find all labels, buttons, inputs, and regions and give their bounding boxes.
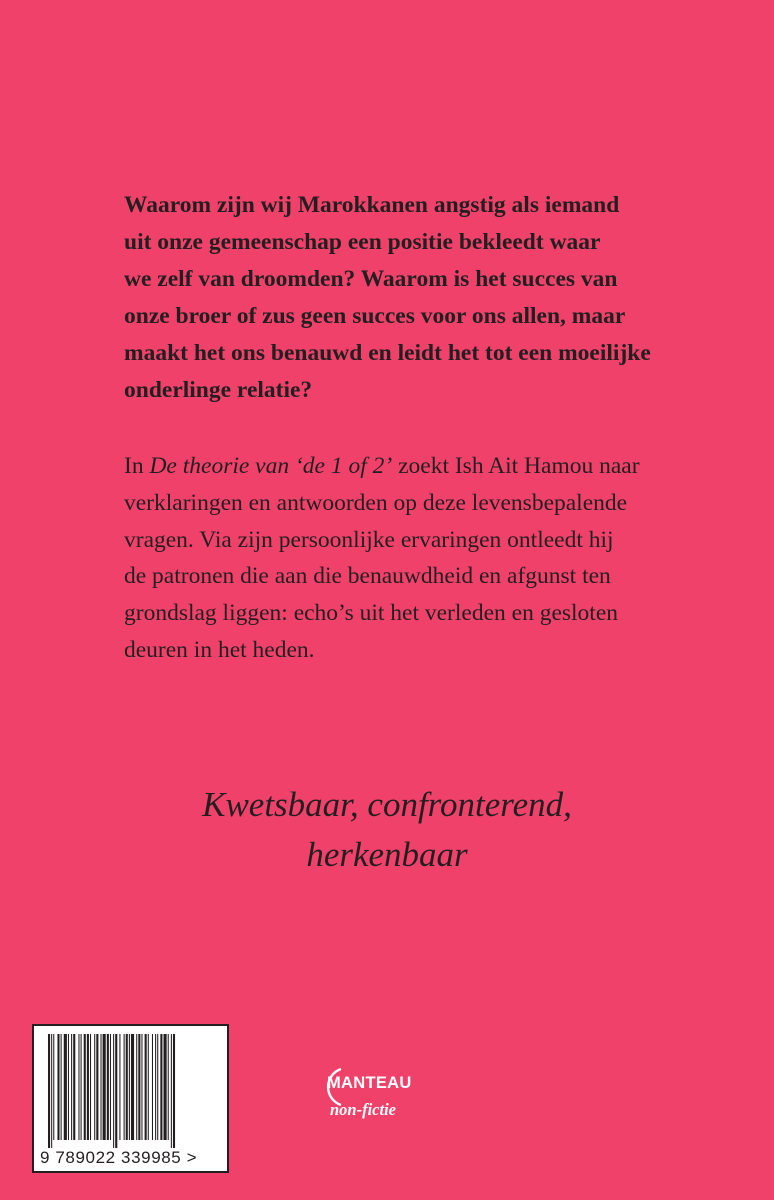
barcode-bar bbox=[168, 1034, 169, 1140]
intro-line: we zelf van droomden? Waarom is het succes van bbox=[124, 266, 618, 292]
description-prefix: In bbox=[124, 453, 150, 479]
description-line: de patronen die aan die benauwdheid en afgunst ten bbox=[124, 563, 611, 590]
description-suffix: zoekt Ish Ait Hamou naar bbox=[392, 453, 640, 479]
barcode-bar bbox=[90, 1034, 91, 1140]
barcode-bar bbox=[145, 1034, 147, 1140]
barcode-bar bbox=[81, 1034, 82, 1140]
description-line: grondslag liggen: echo’s uit het verleden en gesloten bbox=[124, 600, 619, 627]
barcode-bar bbox=[57, 1034, 59, 1140]
review-quote bbox=[0, 780, 774, 880]
isbn-number: 9 789022 339985 > bbox=[40, 1148, 198, 1167]
description-line: verklaringen en antwoorden op deze levensbepalende bbox=[124, 489, 628, 516]
barcode-bar bbox=[115, 1034, 117, 1148]
barcode-bar bbox=[171, 1034, 172, 1148]
barcode-bar bbox=[164, 1034, 167, 1140]
barcode-bar bbox=[107, 1034, 109, 1140]
barcode-bar bbox=[126, 1034, 128, 1140]
publisher-imprint: non-fictie bbox=[330, 1100, 396, 1119]
barcode-bar bbox=[148, 1034, 149, 1140]
description-paragraph bbox=[124, 448, 704, 669]
intro-line: onderlinge relatie? bbox=[124, 377, 313, 403]
description-line bbox=[124, 448, 704, 485]
barcode-bar bbox=[87, 1034, 89, 1140]
barcode-bar bbox=[64, 1034, 67, 1140]
barcode-bar bbox=[73, 1034, 75, 1140]
barcode-bar bbox=[96, 1034, 98, 1140]
quote-line: herkenbaar bbox=[306, 835, 468, 874]
barcode-bar bbox=[78, 1034, 79, 1140]
barcode-bar bbox=[124, 1034, 125, 1140]
intro-line: maakt het ons benauwd en leidt het tot een moeilijke bbox=[124, 340, 651, 366]
intro-line: onze broer of zus geen succes voor ons allen, maar bbox=[124, 303, 626, 329]
barcode-bar bbox=[68, 1034, 69, 1140]
barcode-bar bbox=[61, 1034, 62, 1140]
publisher-logo bbox=[313, 1064, 423, 1134]
barcode-bar bbox=[53, 1034, 54, 1140]
barcode-bar bbox=[173, 1034, 175, 1148]
barcode-bar bbox=[136, 1034, 137, 1140]
barcode-bar bbox=[155, 1034, 156, 1140]
quote-line: Kwetsbaar, confronterend, bbox=[202, 785, 572, 824]
description-line: deuren in het heden. bbox=[124, 636, 315, 663]
barcode bbox=[32, 1024, 229, 1173]
barcode-bar bbox=[129, 1034, 130, 1140]
barcode-bar bbox=[119, 1034, 120, 1140]
barcode-bar bbox=[94, 1034, 95, 1140]
barcode-bar bbox=[84, 1034, 86, 1140]
barcode-bar bbox=[71, 1034, 72, 1140]
barcode-bar bbox=[141, 1034, 142, 1140]
barcode-bar bbox=[113, 1034, 114, 1148]
barcode-bar bbox=[103, 1034, 106, 1140]
description-line: vragen. Via zijn persoonlijke ervaringen ontleedt hij bbox=[124, 526, 614, 553]
intro-line: Waarom zijn wij Marokkanen angstig als iemand bbox=[124, 192, 620, 218]
intro-line: uit onze gemeenschap een positie bekleedt waar bbox=[124, 229, 601, 255]
barcode-bar bbox=[152, 1034, 153, 1140]
barcode-bar bbox=[48, 1034, 50, 1148]
barcode-bar bbox=[131, 1034, 134, 1140]
publisher-name: MANTEAU bbox=[327, 1074, 412, 1092]
intro-paragraph bbox=[124, 187, 684, 409]
barcode-bar bbox=[101, 1034, 102, 1140]
barcode-bar bbox=[160, 1034, 162, 1140]
barcode-bar bbox=[157, 1034, 158, 1140]
barcode-bar bbox=[138, 1034, 140, 1140]
book-title: De theorie van ‘de 1 of 2’ bbox=[149, 453, 393, 479]
barcode-bar bbox=[110, 1034, 111, 1140]
barcode-bar bbox=[51, 1034, 52, 1148]
barcode-bars bbox=[44, 1034, 217, 1150]
